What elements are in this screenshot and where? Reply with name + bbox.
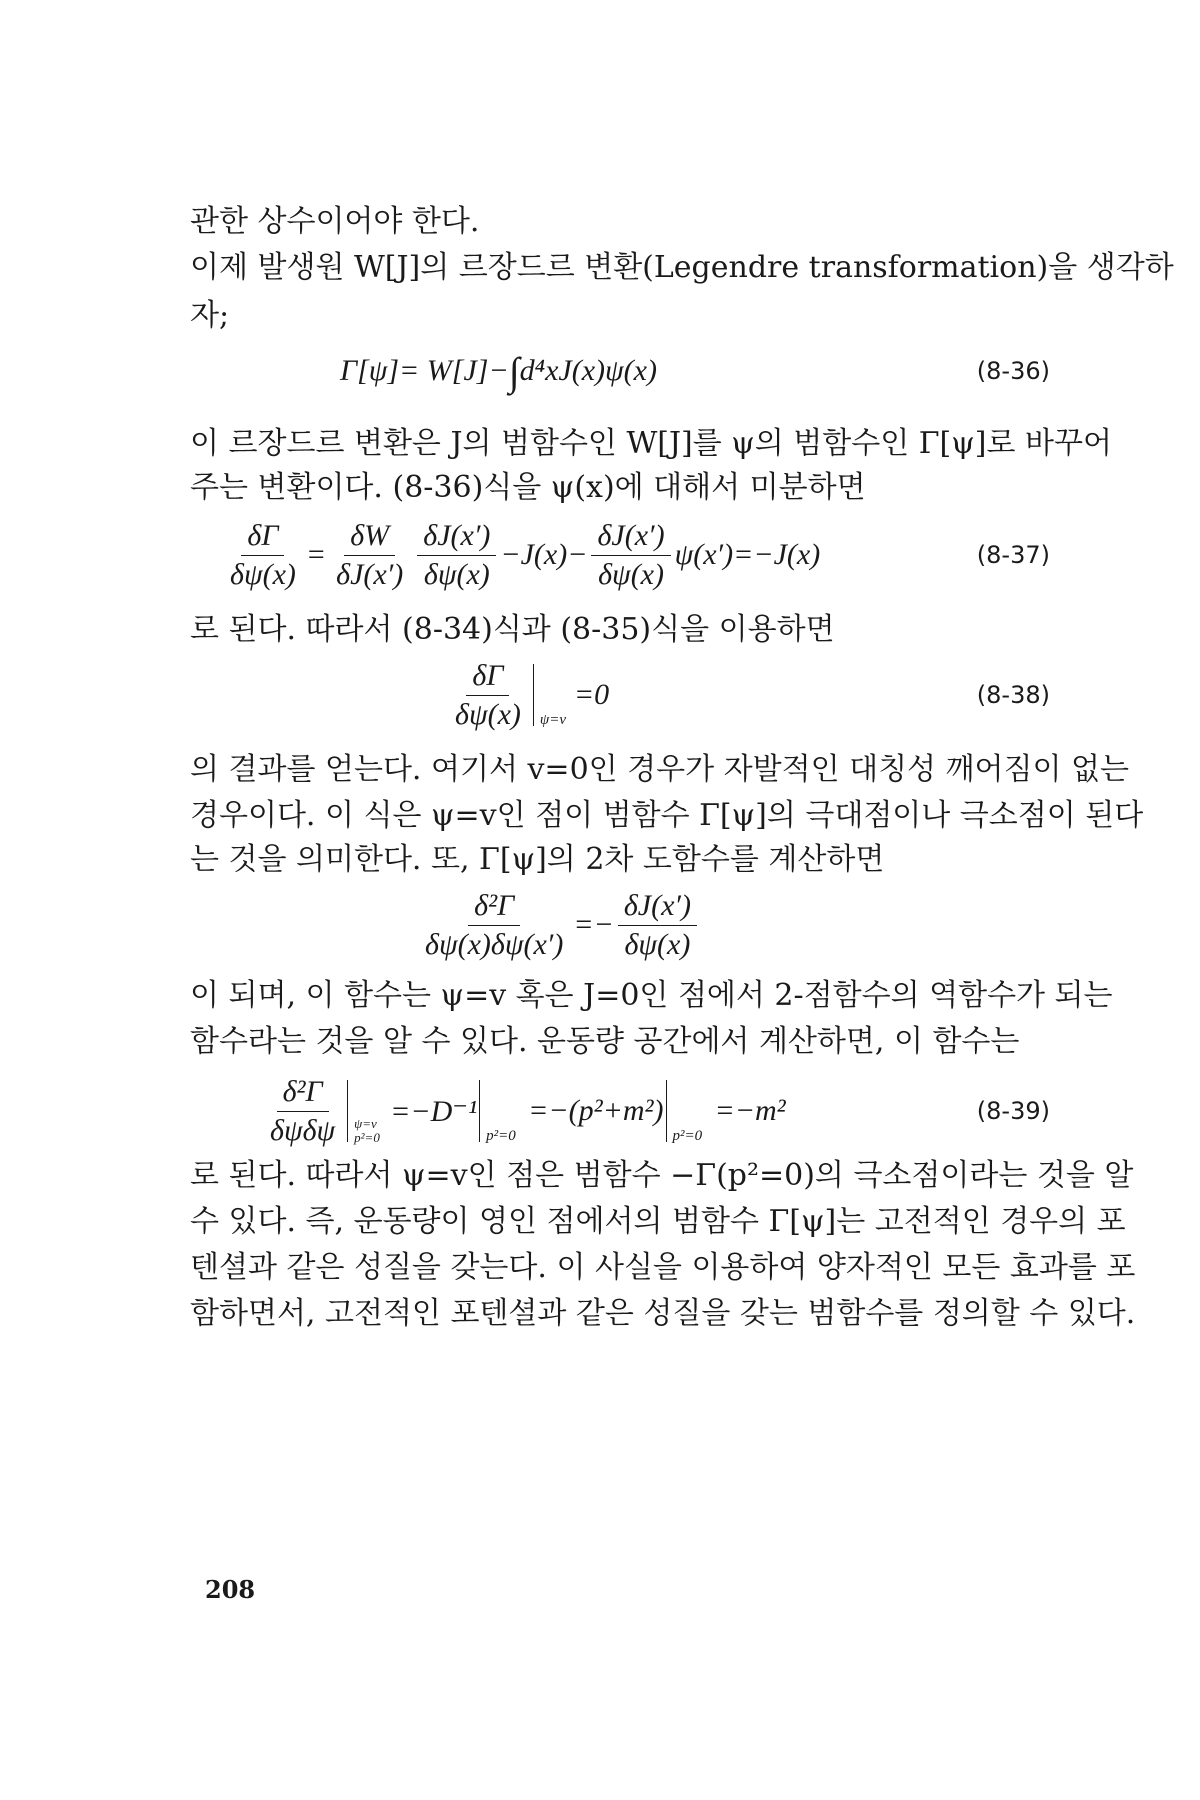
eq39-term2: =−(p²+m²) (528, 1094, 664, 1127)
paragraph-line: 로 된다. 따라서 (8-34)식과 (8-35)식을 이용하면 (190, 612, 835, 647)
evaluation-bar (666, 1080, 703, 1144)
equals-sign: = (305, 538, 327, 571)
eq39-term3: =−m² (714, 1094, 786, 1127)
numerator: δ²Γ (468, 889, 520, 926)
fraction (449, 659, 527, 732)
paragraph-line: 는 것을 의미한다. 또, Γ[ψ]의 2차 도함수를 계산하면 (190, 842, 885, 877)
paragraph-line: 함하면서, 고전적인 포텐셜과 같은 성질을 갖는 범함수를 정의할 수 있다. (190, 1296, 1136, 1331)
fraction (330, 519, 409, 592)
paragraph-line: 자; (190, 298, 230, 333)
evaluation-condition: p²=0 (486, 1128, 516, 1144)
equation-8-37 (190, 510, 1050, 600)
paragraph-line: 주는 변환이다. (8-36)식을 ψ(x)에 대해서 미분하면 (190, 470, 866, 505)
page-number: 208 (205, 1575, 256, 1604)
fraction (417, 519, 496, 592)
numerator: δΓ (241, 519, 284, 556)
numerator: δJ(x′) (417, 519, 496, 556)
paragraph-line: 의 결과를 얻는다. 여기서 v=0인 경우가 자발적인 대칭성 깨어짐이 없는 (190, 752, 1129, 787)
equation-number: (8-36) (976, 357, 1050, 385)
fraction (264, 1075, 341, 1148)
eq-second-mid: =− (573, 908, 614, 941)
equation-number: (8-37) (976, 541, 1050, 569)
numerator: δΓ (466, 659, 509, 696)
denominator: δψδψ (270, 1113, 336, 1147)
paragraph-line: 텐셜과 같은 성질을 갖는다. 이 사실을 이용하여 양자적인 모든 효과를 포 (190, 1250, 1136, 1285)
equation-number: (8-39) (976, 1097, 1050, 1125)
denominator: δψ(x) (423, 557, 490, 591)
eq36-lhs: Γ[ψ]= W[J]− (340, 354, 509, 387)
denominator: δψ(x)δψ(x′) (425, 927, 564, 961)
denominator: δψ(x) (624, 927, 691, 961)
evaluation-condition: ψ=v (354, 1116, 377, 1131)
denominator: δJ(x′) (336, 557, 404, 591)
paragraph-line: 경우이다. 이 식은 ψ=v인 점이 범함수 Γ[ψ]의 극대점이나 극소점이 된다 (190, 798, 1144, 833)
paragraph-line: 이 되며, 이 함수는 ψ=v 혹은 J=0인 점에서 2-점함수의 역함수가 되는 (190, 978, 1113, 1013)
integral-sign: ∫ (508, 348, 520, 394)
evaluation-condition: p²=0 (672, 1128, 703, 1144)
fraction (591, 519, 670, 592)
eq36-rhs: d⁴xJ(x)ψ(x) (519, 354, 657, 387)
equation-8-39 (190, 1066, 1050, 1156)
paragraph-line: 함수라는 것을 알 수 있다. 운동량 공간에서 계산하면, 이 함수는 (190, 1024, 1020, 1059)
equation-number: (8-38) (976, 681, 1050, 709)
evaluation-condition: p²=0 (354, 1130, 380, 1145)
paragraph-line: 수 있다. 즉, 운동량이 영인 점에서의 범함수 Γ[ψ]는 고전적인 경우의 포 (190, 1204, 1126, 1239)
paragraph-line: 이 르장드르 변환은 J의 범함수인 W[J]를 ψ의 범함수인 Γ[ψ]로 바꾸어 (190, 426, 1112, 461)
fraction (224, 519, 302, 592)
numerator: δJ(x′) (591, 519, 670, 556)
evaluation-bar (533, 664, 566, 728)
numerator: δ²Γ (277, 1075, 329, 1112)
eq37-tail: ψ(x′)=−J(x) (674, 538, 821, 571)
eq39-term1: =−D⁻¹ (390, 1094, 478, 1128)
denominator: δψ(x) (598, 557, 664, 591)
numerator: δW (344, 519, 395, 556)
evaluation-condition: ψ=v (539, 712, 566, 728)
denominator: δψ(x) (455, 697, 521, 731)
paragraph-line: 이제 발생원 W[J]의 르장드르 변환(Legendre transformation)을 생각하 (190, 250, 1174, 285)
denominator: δψ(x) (230, 557, 296, 591)
equation-8-36 (190, 326, 1050, 416)
evaluation-bar (347, 1080, 380, 1145)
paragraph-line: 로 된다. 따라서 ψ=v인 점은 범함수 −Γ(p²=0)의 극소점이라는 것을 알 (190, 1158, 1134, 1193)
fraction (419, 889, 569, 962)
fraction (618, 889, 697, 962)
eq38-rhs: =0 (573, 678, 610, 711)
paragraph-line: 관한 상수이어야 한다. (190, 204, 480, 239)
equation-second-derivative (190, 880, 1050, 970)
numerator: δJ(x′) (618, 889, 697, 926)
evaluation-bar (479, 1080, 516, 1144)
eq37-mid: −J(x)− (500, 538, 588, 571)
equation-8-38 (190, 650, 1050, 740)
